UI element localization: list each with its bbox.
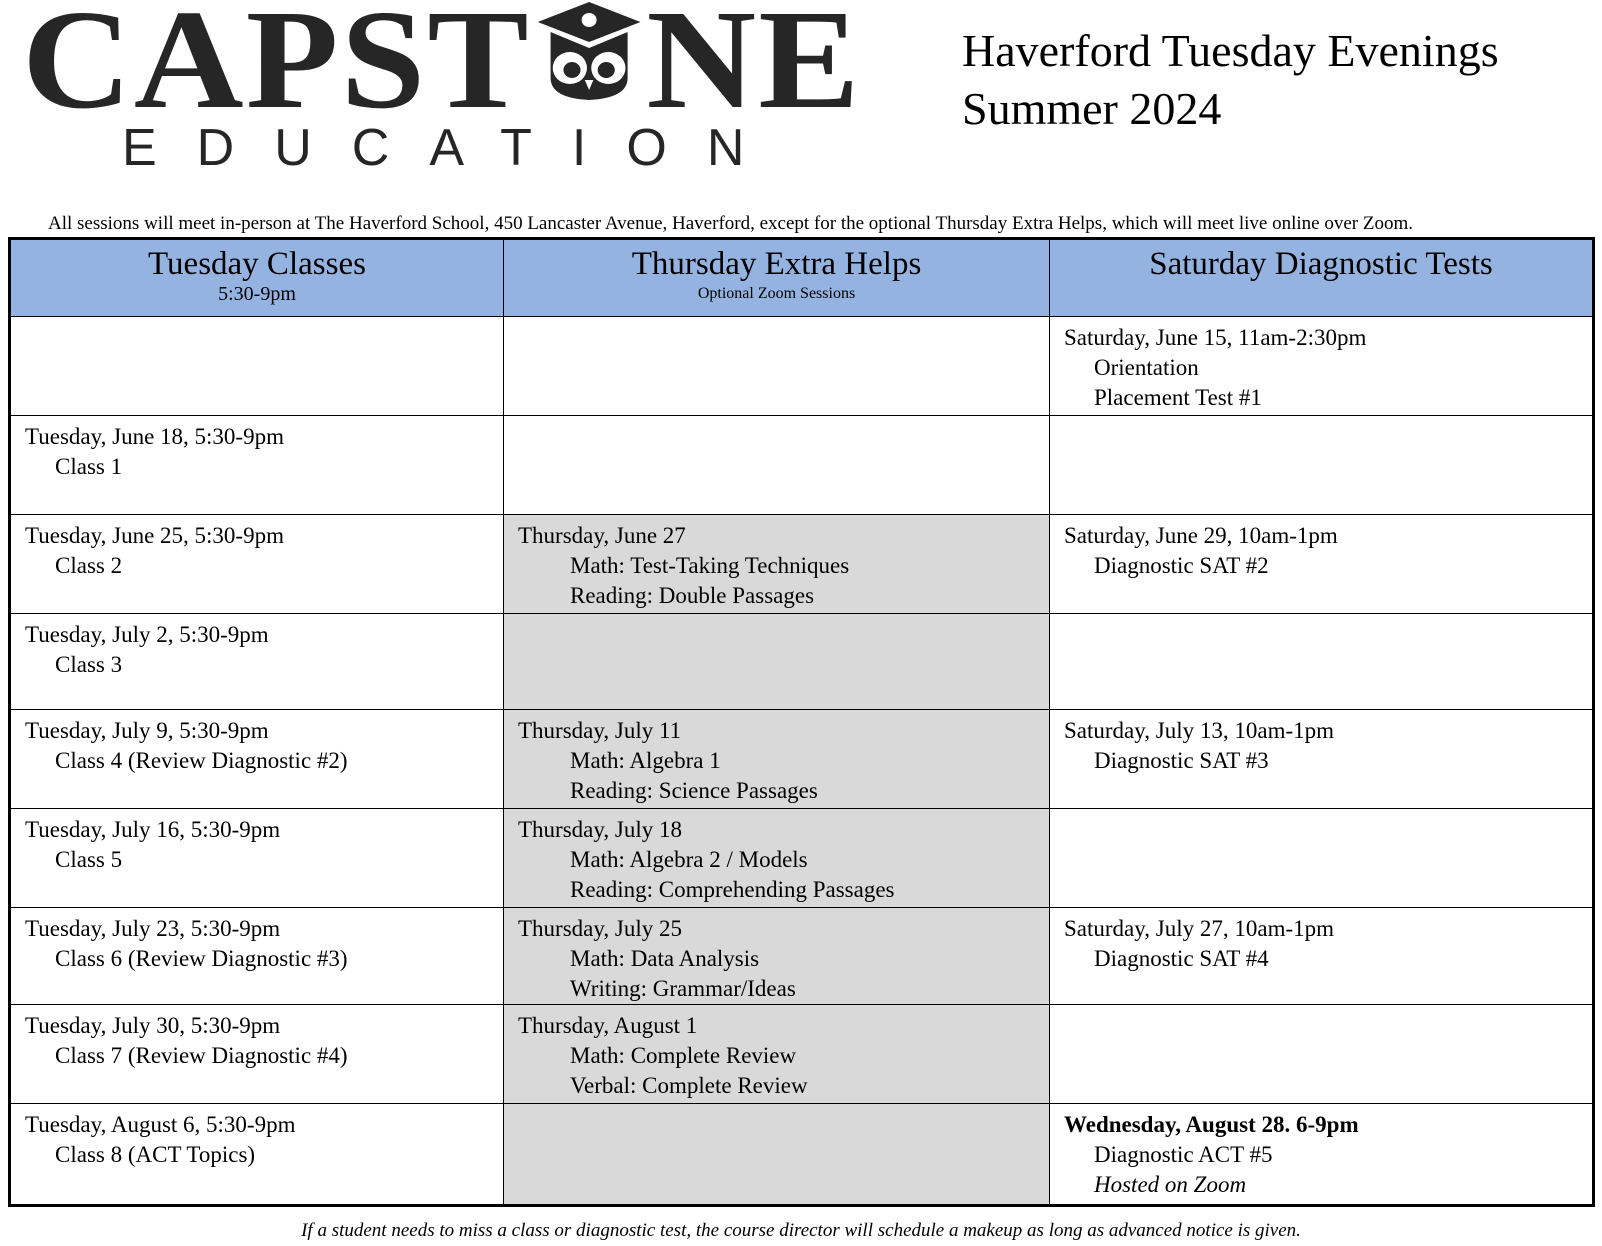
thursday-cell	[504, 1104, 1050, 1206]
tuesday-cell: Tuesday, July 9, 5:30-9pm Class 4 (Review Diagnostic #2)	[10, 710, 504, 809]
saturday-cell	[1050, 809, 1594, 908]
table-row	[10, 317, 1594, 416]
tuesday-cell: Tuesday, June 25, 5:30-9pm Class 2	[10, 515, 504, 614]
saturday-cell: Wednesday, August 28. 6-9pm Diagnostic ACT #5 Hosted on Zoom	[1050, 1104, 1594, 1206]
thursday-cell: Thursday, July 18 Math: Algebra 2 / Models Reading: Comprehending Passages	[504, 809, 1050, 908]
table-row	[10, 710, 1594, 809]
thursday-cell: Thursday, June 27 Math: Test-Taking Techniques Reading: Double Passages	[504, 515, 1050, 614]
tuesday-column-header: Tuesday Classes 5:30-9pm	[10, 239, 504, 317]
schedule-table	[8, 237, 1595, 1207]
thursday-cell	[504, 317, 1050, 416]
thursday-cell	[504, 416, 1050, 515]
logo-wordmark: CAPST NE	[22, 0, 862, 138]
saturday-cell: Saturday, June 15, 11am-2:30pm Orientation Placement Test #1	[1050, 317, 1594, 416]
location-notice: All sessions will meet in-person at The Haverford School, 450 Lancaster Avenue, Haverford, except for the optional Thursday Extra Helps, which will meet live online over Zoom.	[48, 213, 1413, 234]
tuesday-cell	[10, 317, 504, 416]
tuesday-cell: Tuesday, August 6, 5:30-9pm Class 8 (ACT Topics)	[10, 1104, 504, 1206]
saturday-cell: Saturday, July 27, 10am-1pm Diagnostic SAT #4	[1050, 908, 1594, 1005]
logo-subtitle: EDUCATION	[122, 119, 785, 177]
table-row	[10, 1104, 1594, 1206]
table-row	[10, 614, 1594, 710]
table-row	[10, 416, 1594, 515]
table-row	[10, 1005, 1594, 1104]
saturday-cell	[1050, 1005, 1594, 1104]
tuesday-cell: Tuesday, July 23, 5:30-9pm Class 6 (Review Diagnostic #3)	[10, 908, 504, 1005]
table-row	[10, 809, 1594, 908]
tuesday-cell: Tuesday, July 2, 5:30-9pm Class 3	[10, 614, 504, 710]
table-row	[10, 515, 1594, 614]
saturday-cell	[1050, 416, 1594, 515]
owl-icon	[531, 0, 647, 102]
tuesday-cell: Tuesday, July 16, 5:30-9pm Class 5	[10, 809, 504, 908]
table-row	[10, 908, 1594, 1005]
table-header-row	[10, 239, 1594, 317]
saturday-cell: Saturday, June 29, 10am-1pm Diagnostic SAT #2	[1050, 515, 1594, 614]
thursday-cell: Thursday, August 1 Math: Complete Review Verbal: Complete Review	[504, 1005, 1050, 1104]
saturday-cell	[1050, 614, 1594, 710]
thursday-cell: Thursday, July 11 Math: Algebra 1 Reading: Science Passages	[504, 710, 1050, 809]
capstone-logo	[22, 0, 862, 177]
thursday-cell	[504, 614, 1050, 710]
makeup-policy-note: If a student needs to miss a class or diagnostic test, the course director will schedule a makeup as long as advanced notice is given.	[301, 1220, 1301, 1241]
page-title: Haverford Tuesday Evenings Summer 2024	[962, 25, 1499, 134]
tuesday-cell: Tuesday, June 18, 5:30-9pm Class 1	[10, 416, 504, 515]
thursday-column-header: Thursday Extra Helps Optional Zoom Sessions	[504, 239, 1050, 317]
thursday-cell: Thursday, July 25 Math: Data Analysis Writing: Grammar/Ideas	[504, 908, 1050, 1005]
saturday-cell: Saturday, July 13, 10am-1pm Diagnostic SAT #3	[1050, 710, 1594, 809]
tuesday-cell: Tuesday, July 30, 5:30-9pm Class 7 (Review Diagnostic #4)	[10, 1005, 504, 1104]
saturday-column-header: Saturday Diagnostic Tests	[1050, 239, 1594, 317]
